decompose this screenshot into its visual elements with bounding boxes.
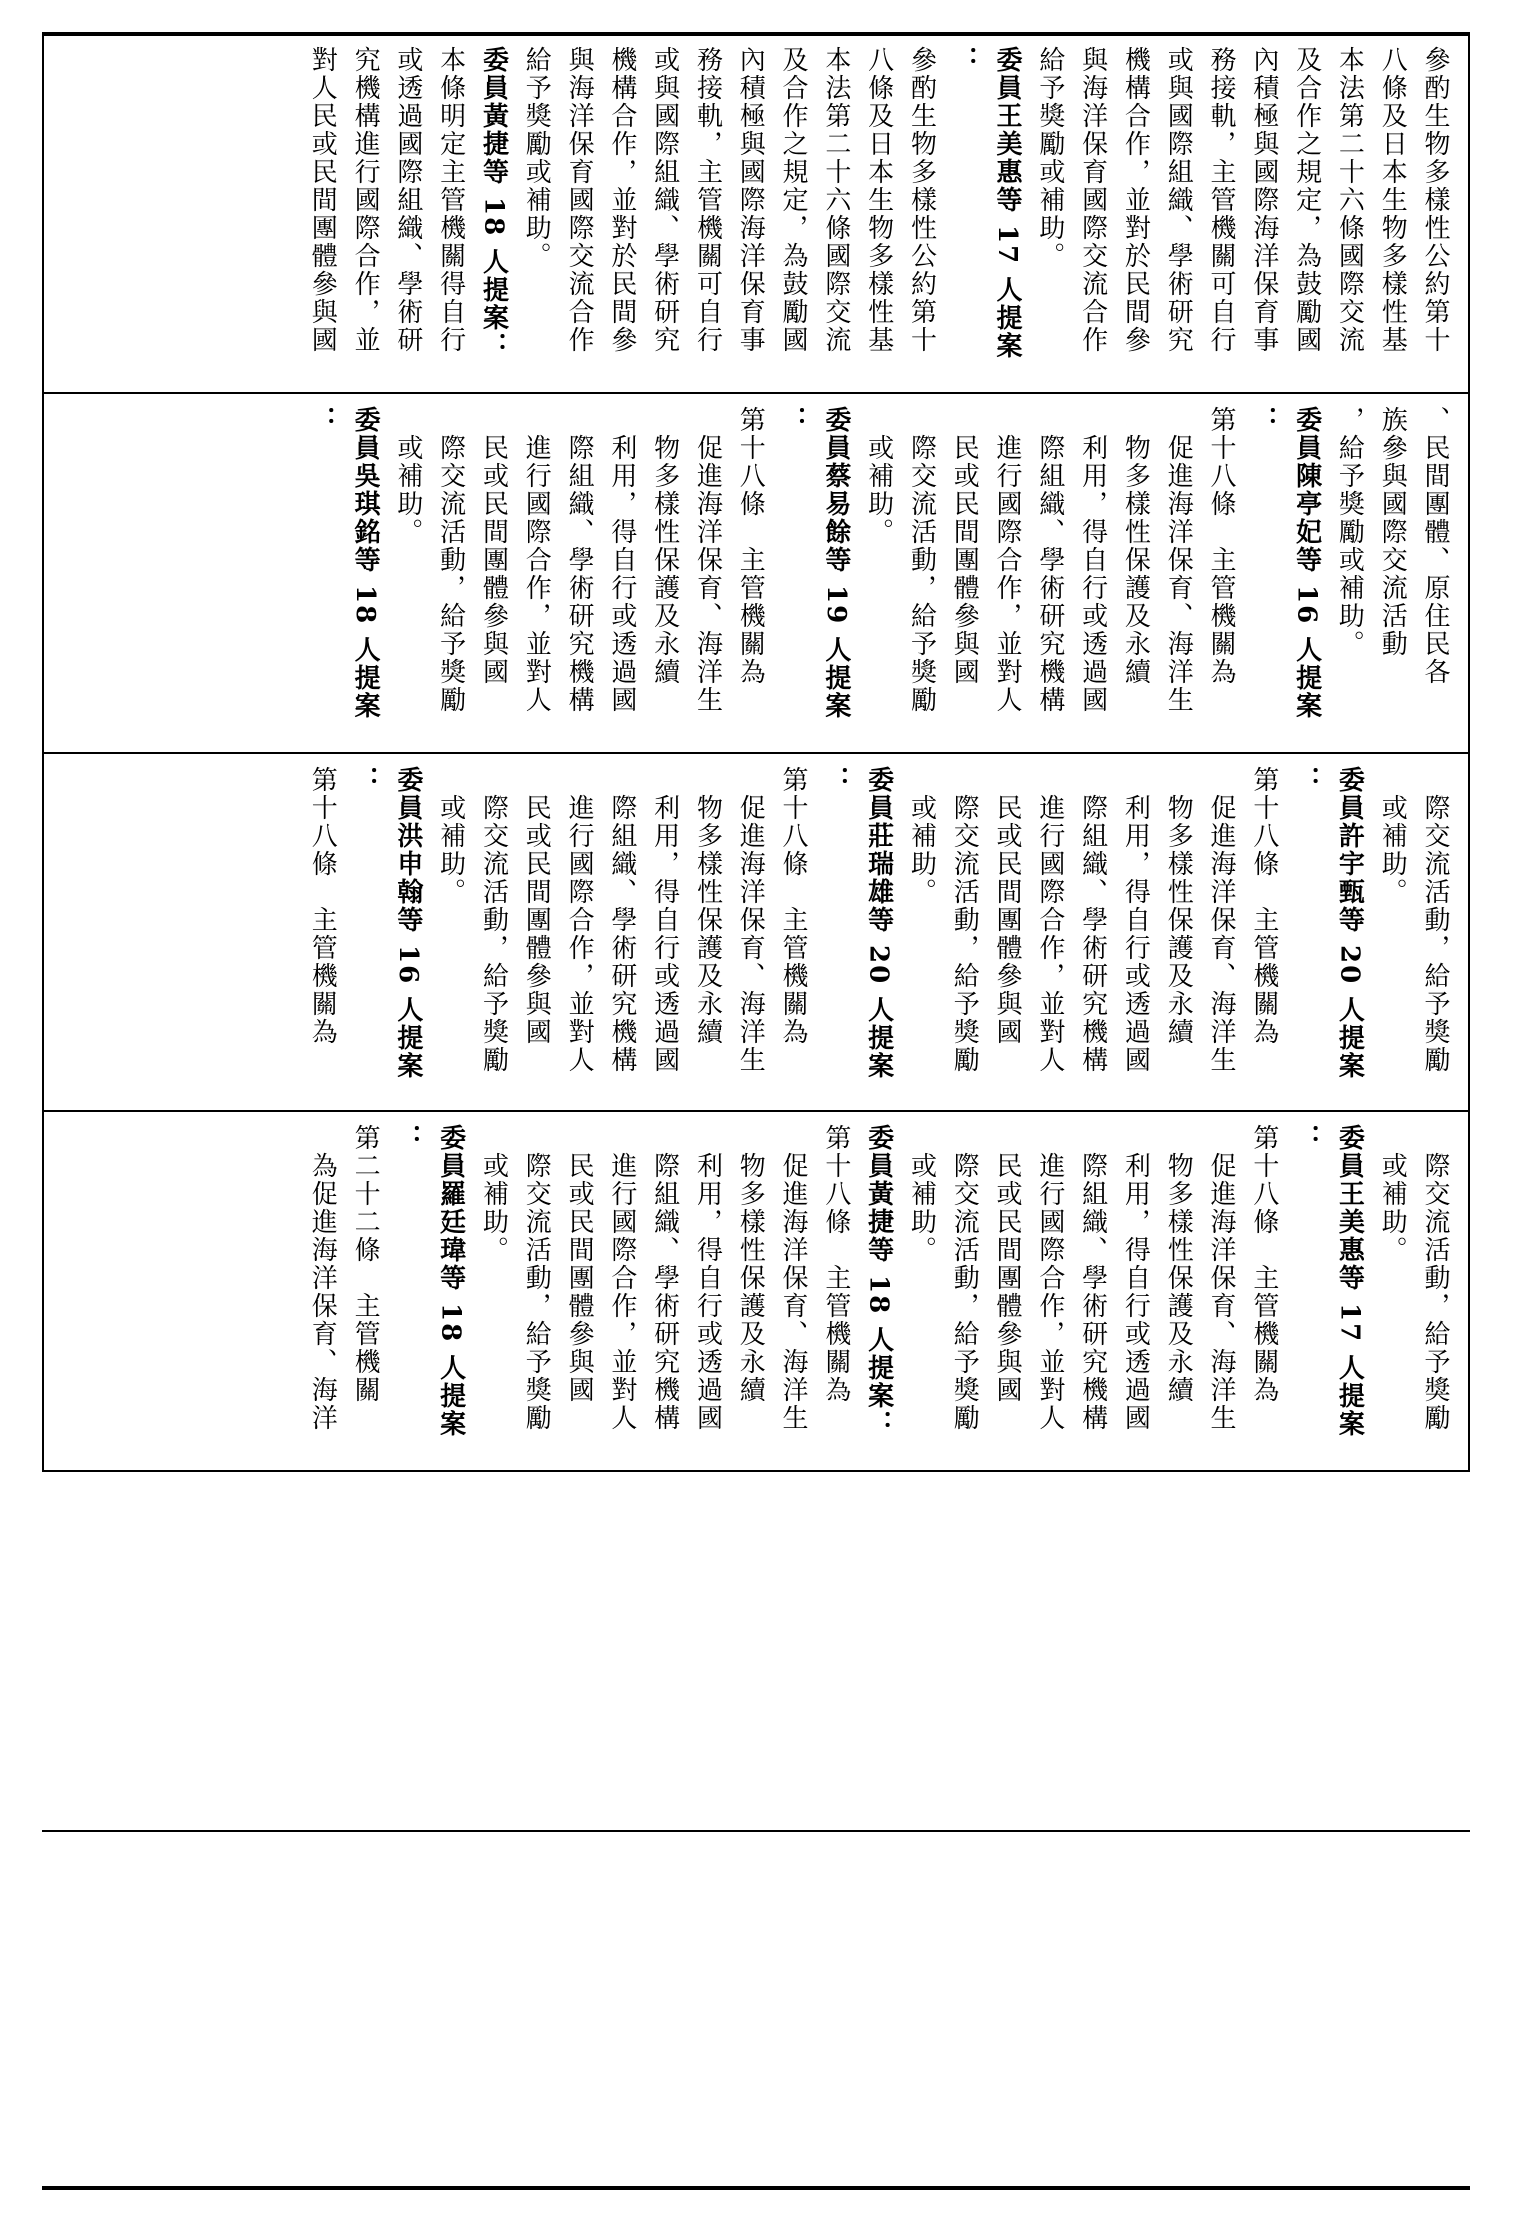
proposal-heading: 委員王美惠等 17 人提案 — [1334, 1124, 1365, 1439]
proposal-heading: 委員吳琪銘等 18 人提案 — [350, 406, 381, 721]
text-column-2 — [60, 406, 1456, 742]
text-line: 八條及日本生物多樣性基 — [863, 46, 894, 354]
text-line: 促進海洋保育、海洋生 — [1163, 406, 1194, 714]
text-line: 利用，得自行或透過國 — [1077, 406, 1108, 714]
text-line: 進行國際合作，並對人 — [992, 406, 1023, 714]
proposal-heading: ： — [392, 1124, 423, 1152]
text-line: 或補助。 — [906, 766, 937, 906]
text-line: 本法第二十六條國際交流 — [1334, 46, 1365, 354]
text-line: 對人民或民間團體參與國 — [307, 46, 338, 354]
proposal-heading: 委員王美惠等 17 人提案 — [992, 46, 1023, 361]
text-line: 第十八條 主管機關為 — [778, 766, 809, 1046]
text-line: 際交流活動，給予獎勵 — [1420, 766, 1450, 1074]
text-line: 第十八條 主管機關為 — [1248, 1124, 1279, 1404]
text-line: 及合作之規定，為鼓勵國 — [778, 46, 809, 354]
text-line: 或補助。 — [478, 1124, 509, 1264]
text-line: 務接軌，主管機關可自行 — [692, 46, 723, 354]
proposal-heading: 委員許宇甄等 20 人提案 — [1334, 766, 1365, 1081]
text-line: 民或民間團體參與國 — [949, 406, 980, 686]
text-line: 民或民間團體參與國 — [564, 1124, 595, 1404]
top-rule — [42, 32, 1470, 36]
text-column-4 — [60, 1124, 1456, 1460]
text-line: 利用，得自行或透過國 — [606, 406, 637, 714]
proposal-heading: 委員羅廷瑋等 18 人提案 — [435, 1124, 466, 1439]
proposal-heading: 委員黃捷等 18 人提案： — [863, 1124, 894, 1439]
text-line: 給予獎勵或補助。 — [521, 46, 552, 270]
text-line: 際交流活動，給予獎勵 — [1420, 1124, 1450, 1432]
proposal-heading: ： — [1248, 406, 1279, 434]
proposal-heading: ： — [820, 766, 851, 794]
row-divider-1 — [42, 392, 1470, 394]
text-line: 際組織、學術研究機構 — [606, 766, 637, 1074]
text-line: 際交流活動，給予獎勵 — [949, 766, 980, 1074]
text-line: 利用，得自行或透過國 — [1120, 766, 1151, 1074]
text-line: 進行國際合作，並對人 — [521, 406, 552, 714]
text-line: 參酌生物多樣性公約第十 — [906, 46, 937, 354]
text-line: ，給予獎勵或補助。 — [1334, 406, 1365, 658]
proposal-heading: ： — [307, 406, 338, 434]
text-line: 民或民間團體參與國 — [478, 406, 509, 686]
text-line: 利用，得自行或透過國 — [692, 1124, 723, 1432]
text-line: 促進海洋保育、海洋生 — [692, 406, 723, 714]
row-divider-4 — [42, 1470, 1470, 1472]
text-line: 促進海洋保育、海洋生 — [1206, 1124, 1237, 1432]
text-line: 機構合作，並對於民間參 — [1120, 46, 1151, 354]
text-line: 或與國際組織、學術研究 — [649, 46, 680, 354]
text-line: 或補助。 — [1377, 766, 1408, 906]
text-line: 進行國際合作，並對人 — [1034, 766, 1065, 1074]
text-line: 務接軌，主管機關可自行 — [1206, 46, 1237, 354]
text-line: 第十八條 主管機關為 — [820, 1124, 851, 1404]
proposal-heading: ： — [949, 46, 980, 74]
text-line: 或補助。 — [435, 766, 466, 906]
text-line: 或補助。 — [392, 406, 423, 546]
row-divider-5 — [42, 1830, 1470, 1832]
text-line: 與海洋保育國際交流合作 — [1077, 46, 1108, 354]
text-column-1 — [60, 46, 1456, 382]
text-line: 機構合作，並對於民間參 — [606, 46, 637, 354]
text-line: 或補助。 — [906, 1124, 937, 1264]
text-line: 物多樣性保護及永續 — [1163, 766, 1194, 1046]
text-line: 際組織、學術研究機構 — [1077, 766, 1108, 1074]
left-border — [42, 34, 44, 1472]
proposal-heading: 委員洪申翰等 16 人提案 — [392, 766, 423, 1081]
text-column-3 — [60, 766, 1456, 1102]
text-line: 促進海洋保育、海洋生 — [735, 766, 766, 1074]
text-line: 內積極與國際海洋保育事 — [1248, 46, 1279, 354]
text-line: 際交流活動，給予獎勵 — [478, 766, 509, 1074]
text-line: 第十八條 主管機關為 — [1206, 406, 1237, 686]
text-line: 利用，得自行或透過國 — [649, 766, 680, 1074]
text-line: 際組織、學術研究機構 — [1034, 406, 1065, 714]
text-line: 或透過國際組織、學術研 — [392, 46, 423, 354]
row-divider-3 — [42, 1110, 1470, 1112]
text-line: 物多樣性保護及永續 — [649, 406, 680, 686]
text-line: 民或民間團體參與國 — [521, 766, 552, 1046]
text-line: 本條明定主管機關得自行 — [435, 46, 466, 354]
text-line: 進行國際合作，並對人 — [1034, 1124, 1065, 1432]
text-line: 第十八條 主管機關為 — [1248, 766, 1279, 1046]
text-line: 為促進海洋保育、海洋 — [307, 1124, 338, 1432]
text-line: 第十八條 主管機關為 — [735, 406, 766, 686]
text-line: 第十八條 主管機關為 — [307, 766, 338, 1046]
text-line: 進行國際合作，並對人 — [606, 1124, 637, 1432]
text-line: 際交流活動，給予獎勵 — [435, 406, 466, 714]
text-line: 與海洋保育國際交流合作 — [564, 46, 595, 354]
text-line: 給予獎勵或補助。 — [1034, 46, 1065, 270]
text-line: 際交流活動，給予獎勵 — [521, 1124, 552, 1432]
proposal-heading: ： — [778, 406, 809, 434]
text-line: 進行國際合作，並對人 — [564, 766, 595, 1074]
text-line: 促進海洋保育、海洋生 — [778, 1124, 809, 1432]
proposal-heading: 委員莊瑞雄等 20 人提案 — [863, 766, 894, 1081]
text-line: 或與國際組織、學術研究 — [1163, 46, 1194, 354]
text-line: 民或民間團體參與國 — [992, 766, 1023, 1046]
proposal-heading: 委員蔡易餘等 19 人提案 — [820, 406, 851, 721]
text-line: 物多樣性保護及永續 — [735, 1124, 766, 1404]
proposal-heading: 委員黃捷等 18 人提案： — [478, 46, 509, 361]
text-line: 究機構進行國際合作，並 — [350, 46, 381, 354]
bottom-rule — [42, 2186, 1470, 2190]
text-line: 及合作之規定，為鼓勵國 — [1291, 46, 1322, 354]
text-line: 際交流活動，給予獎勵 — [949, 1124, 980, 1432]
text-line: 內積極與國際海洋保育事 — [735, 46, 766, 354]
text-line: 際組織、學術研究機構 — [649, 1124, 680, 1432]
text-line: 物多樣性保護及永續 — [1120, 406, 1151, 686]
text-line: 、民間團體、原住民各 — [1420, 406, 1450, 686]
text-line: 促進海洋保育、海洋生 — [1206, 766, 1237, 1074]
proposal-heading: ： — [350, 766, 381, 794]
text-line: 族參與國際交流活動 — [1377, 406, 1408, 658]
text-line: 本法第二十六條國際交流 — [820, 46, 851, 354]
proposal-heading: ： — [1291, 1124, 1322, 1152]
text-line: 物多樣性保護及永續 — [1163, 1124, 1194, 1404]
text-line: 際交流活動，給予獎勵 — [906, 406, 937, 714]
text-line: 或補助。 — [863, 406, 894, 546]
right-border — [1468, 34, 1470, 1472]
text-line: 利用，得自行或透過國 — [1120, 1124, 1151, 1432]
proposal-heading: ： — [1291, 766, 1322, 794]
text-line: 物多樣性保護及永續 — [692, 766, 723, 1046]
text-line: 八條及日本生物多樣性基 — [1377, 46, 1408, 354]
text-line: 民或民間團體參與國 — [992, 1124, 1023, 1404]
proposal-heading: 委員陳亭妃等 16 人提案 — [1291, 406, 1322, 721]
text-line: 際組織、學術研究機構 — [564, 406, 595, 714]
text-line: 第二十二條 主管機關 — [350, 1124, 381, 1404]
row-divider-2 — [42, 752, 1470, 754]
text-line: 或補助。 — [1377, 1124, 1408, 1264]
text-line: 參酌生物多樣性公約第十 — [1420, 46, 1450, 354]
text-line: 際組織、學術研究機構 — [1077, 1124, 1108, 1432]
